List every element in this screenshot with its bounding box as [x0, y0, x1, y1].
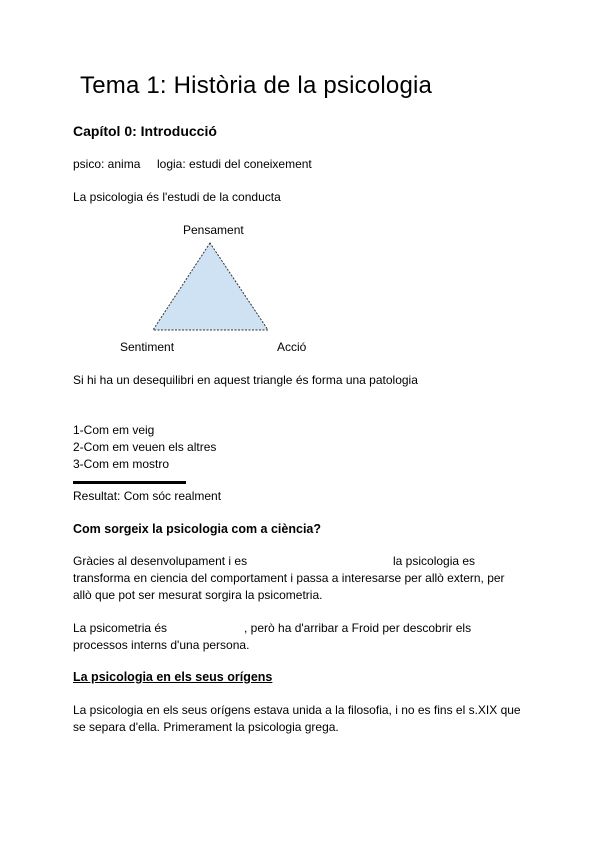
triangle-label-right: Acció [277, 340, 307, 354]
imbalance-note: Si hi ha un desequilibri en aquest triangle és forma una patologia [73, 373, 418, 387]
paragraph2-part-a: La psicometria és [73, 621, 168, 635]
result-text: Resultat: Com sóc realment [73, 489, 222, 503]
divider-line [73, 481, 186, 484]
paragraph1-part-b: la psicologia es [393, 554, 476, 568]
triangle-label-top: Pensament [183, 223, 244, 237]
triangle-shape [153, 243, 268, 330]
triangle-label-left: Sentiment [120, 340, 175, 354]
list-item: 1-Com em veig [73, 423, 155, 437]
definition-text: La psicologia és l'estudi de la conducta [73, 190, 281, 204]
paragraph2-part-b: , però ha d'arribar a Froid per descobrir els [244, 621, 472, 635]
paragraph3-line2: se separa d'ella. Primerament la psicologia grega. [73, 720, 339, 734]
origins-heading: La psicologia en els seus orígens [73, 670, 273, 684]
paragraph3-line1: La psicologia en els seus orígens estava unida a la filosofia, i no es fins el s.XIX que [73, 703, 521, 717]
etymology-logia: logia: estudi del coneixement [157, 157, 312, 171]
paragraph1-line2: transforma en ciencia del comportament i passa a interesarse per allò extern, per [73, 571, 505, 585]
page-title: Tema 1: Història de la psicologia [80, 72, 433, 99]
question-heading: Com sorgeix la psicologia com a ciència? [73, 522, 321, 536]
chapter-heading: Capítol 0: Introducció [73, 123, 217, 139]
paragraph2-line2: processos interns d'una persona. [73, 638, 250, 652]
list-item: 3-Com em mostro [73, 457, 170, 471]
list-item: 2-Com em veuen els altres [73, 440, 217, 454]
paragraph1-part-a: Gràcies al desenvolupament i es [73, 554, 248, 568]
etymology-psico: psico: anima [73, 157, 141, 171]
paragraph1-line3: allò que pot ser mesurat sorgira la psicometria. [73, 588, 323, 602]
